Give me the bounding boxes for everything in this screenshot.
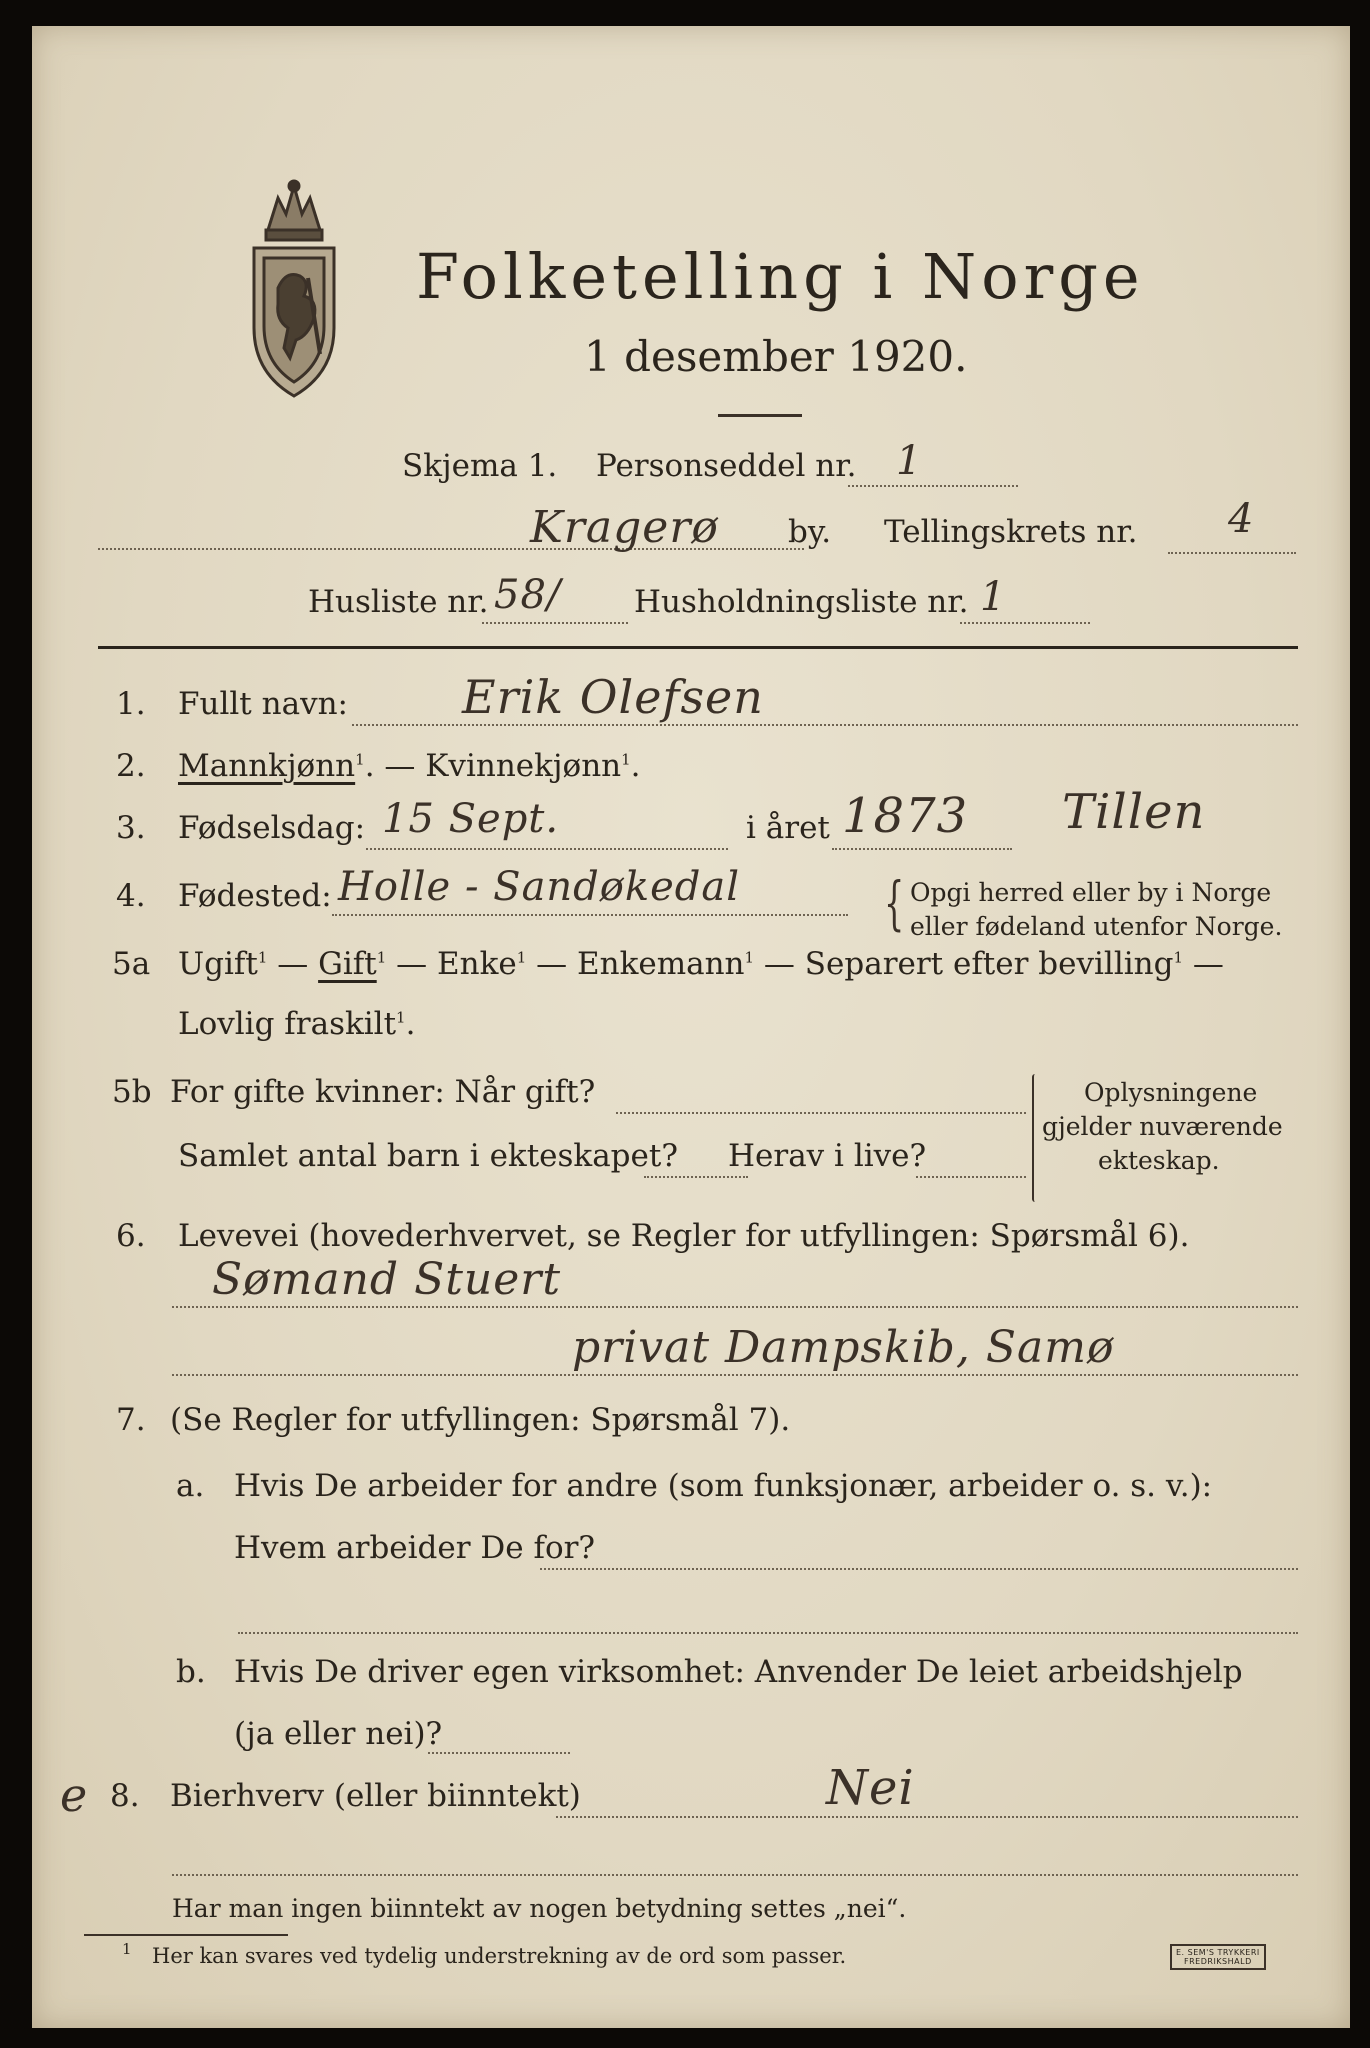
q5b-barn-line [644, 1176, 748, 1178]
q6-label: Levevei (hovederhvervet, se Regler for utfyllingen: Spørsmål 6). [178, 1218, 1190, 1254]
q4-brace: { [884, 869, 905, 937]
q7b-letter: b. [176, 1654, 206, 1690]
biinntekt-note: Har man ingen biinntekt av nogen betydning settes „nei“. [172, 1894, 907, 1923]
q7a-sub: Hvem arbeider De for? [234, 1530, 596, 1566]
q5b-live-line [916, 1176, 1026, 1178]
q4-note-line1: Opgi herred eller by i Norge [910, 878, 1272, 907]
q4-birthplace-value: Holle - Sandøkedal [338, 864, 741, 910]
q2-number: 2. [116, 748, 146, 784]
tellingskrets-label: Tellingskrets nr. [884, 514, 1138, 550]
q6-employer-value: privat Dampskib, Samø [572, 1322, 1115, 1373]
q3-year-label: i året [746, 810, 830, 846]
by-label: by. [788, 514, 832, 550]
tellingskrets-value: 4 [1228, 496, 1255, 542]
q3-date-line [366, 848, 728, 850]
q5a-number: 5a [112, 946, 151, 982]
q6-number: 6. [116, 1218, 146, 1254]
q5b-note-line3: ekteskap. [1098, 1146, 1220, 1175]
q5b-note-line2: gjelder nuværende [1042, 1112, 1283, 1141]
header-divider [98, 646, 1298, 649]
husliste-line [482, 622, 628, 624]
norwegian-coat-of-arms-icon [248, 178, 340, 400]
personseddel-line [848, 485, 1018, 487]
q4-number: 4. [116, 878, 146, 914]
q4-note-line2: eller fødeland utenfor Norge. [910, 912, 1283, 941]
q8-margin-mark: e [60, 1768, 89, 1822]
q8-value: Nei [826, 1760, 915, 1816]
q2-male-option: Mannkjønn [178, 748, 356, 784]
q5b-label: For gifte kvinner: Når gift? [170, 1074, 596, 1110]
q8-number: 8. [110, 1778, 140, 1814]
census-date: 1 desember 1920. [584, 332, 968, 381]
footnote-divider [84, 1934, 288, 1936]
footnote-mark: 1 [122, 1940, 132, 1958]
q7a-label: Hvis De arbeider for andre (som funksjonær, arbeider o. s. v.): [234, 1468, 1213, 1504]
q7-label: (Se Regler for utfyllingen: Spørsmål 7). [170, 1402, 791, 1438]
q3-birthday-value: 15 Sept. [382, 796, 560, 842]
q6-line1 [172, 1306, 1298, 1308]
q1-label: Fullt navn: [178, 686, 348, 722]
schema-label: Skjema 1. [402, 448, 558, 484]
title-divider [718, 414, 802, 417]
census-form-sheet [32, 26, 1350, 2028]
q8-line2 [172, 1874, 1298, 1876]
q6-occupation-value: Sømand Stuert [212, 1254, 561, 1305]
printer-stamp: E. SEM'S TRYKKERI FREDRIKSHALD [1170, 1944, 1266, 1970]
q8-line1 [556, 1816, 1298, 1818]
q7a-letter: a. [176, 1468, 205, 1504]
husliste-label: Husliste nr. [308, 584, 489, 620]
personseddel-value: 1 [896, 438, 923, 484]
q3-number: 3. [116, 810, 146, 846]
q7-number: 7. [116, 1402, 146, 1438]
q5b-barn-label: Samlet antal barn i ekteskapet? [178, 1138, 678, 1174]
q7b-sub: (ja eller nei)? [234, 1716, 443, 1752]
q2-line-text: Mannkjønn$^1$. — Kvinnekjønn$^1$. [178, 748, 641, 784]
q5a-fraskilt: Lovlig fraskilt$^1$. [178, 1006, 416, 1042]
q6-line2 [172, 1374, 1298, 1376]
q7a-line1 [540, 1568, 1298, 1570]
q8-label: Bierhverv (eller biinntekt) [170, 1778, 581, 1814]
q3-margin-note: Tillen [1062, 784, 1206, 840]
q4-label: Fødested: [178, 878, 332, 914]
form-title: Folketelling i Norge [416, 240, 1145, 313]
footnote-text: Her kan svares ved tydelig understrekning av de ord som passer. [152, 1944, 847, 1968]
q3-year-value: 1873 [842, 788, 969, 844]
q1-number: 1. [116, 686, 146, 722]
q5b-live-label: Herav i live? [728, 1138, 927, 1174]
husliste-value: 58/ [494, 572, 562, 618]
husholdning-label: Husholdningsliste nr. [634, 584, 969, 620]
q4-line [332, 914, 848, 916]
q5a-options: Ugift$^1$ — Gift$^1$ — Enke$^1$ — Enkemann$^1$ — Separert efter bevilling$^1$ — [178, 946, 1224, 982]
q2-female-option: Kvinnekjønn [425, 748, 622, 784]
by-value: Kragerø [530, 502, 719, 553]
q3-label: Fødselsdag: [178, 810, 366, 846]
q5b-bracket [1032, 1074, 1038, 1202]
q5b-number: 5b [112, 1074, 152, 1110]
q1-full-name: Erik Olefsen [462, 670, 764, 724]
q1-line [352, 724, 1298, 726]
tellingskrets-line [1168, 552, 1296, 554]
husholdning-line [960, 622, 1090, 624]
q5b-note-line1: Oplysningene [1084, 1078, 1258, 1107]
q7b-label: Hvis De driver egen virksomhet: Anvender De leiet arbeidshjelp [234, 1654, 1243, 1690]
personseddel-label: Personseddel nr. [596, 448, 857, 484]
q5b-gift-line [616, 1112, 1026, 1114]
q7a-line2 [238, 1632, 1298, 1634]
q5a-gift-option: Gift [318, 946, 377, 982]
q3-year-line [832, 848, 1012, 850]
q7b-line [428, 1752, 570, 1754]
husholdning-value: 1 [980, 574, 1007, 620]
